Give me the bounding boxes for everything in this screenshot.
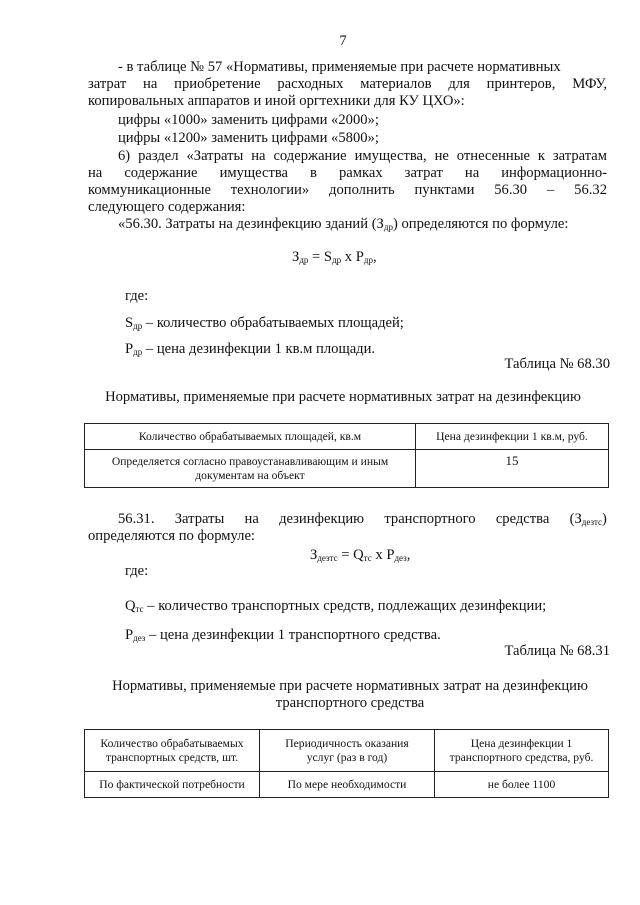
item-56-30-heading: «56.30. Затраты на дезинфекцию зданий $(З_{др})$ определяются по формуле: [118,216,569,232]
table-header-cell: Цена дезинфекции 1 транспортного средства, руб. [435,730,609,772]
table-cell: не более 1100 [435,772,609,798]
table-cell: Определяется согласно правоустанавливающим и иным документам на объект [85,450,416,488]
page-number: 7 [339,33,347,49]
where-label-56-30: где: [125,288,149,304]
section-6-line-4: следующего содержания: [88,199,246,215]
table-68-30 [84,423,609,488]
intro-line-3: копировальных аппаратов и иной оргтехники для КУ ЦХО»: [88,93,465,109]
item-56-31-heading-line-1: 56.31. Затраты на дезинфекцию транспортного средства $(З_{дезтс})$ [118,511,607,527]
definition-p-dez: $Р_{дез}$ – цена дезинфекции 1 транспортного средства. [125,627,441,643]
definition-p-dr: $Р_{др}$ – цена дезинфекции 1 кв.м площади. [125,341,376,357]
replace-1000: цифры «1000» заменить цифрами «2000»; [118,112,379,128]
table-header-cell: Цена дезинфекции 1 кв.м, руб. [416,424,609,450]
table-header-cell: Количество обрабатываемых транспортных средств, шт. [85,730,260,772]
section-6-line-1: 6) раздел «Затраты на содержание имущества, не отнесенные к затратам [118,148,607,164]
section-6-line-2: на содержание имущества в рамках затрат на информационно- [88,165,607,181]
table-number-68-30: Таблица № 68.30 [504,356,610,372]
table-cell: По фактической потребности [85,772,260,798]
table-number-68-31: Таблица № 68.31 [504,643,610,659]
intro-line-1: - в таблице № 57 «Нормативы, применяемые при расчете нормативных [118,59,561,75]
where-label-56-31: где: [125,563,149,579]
intro-line-2: затрат на приобретение расходных материалов для принтеров, МФУ, [88,76,607,92]
section-6-line-3: коммуникационные технологии» дополнить пунктами 56.30 – 56.32 [88,182,607,198]
table-68-31 [84,729,609,798]
definition-q-tc: $Q_{тс}$ – количество транспортных средств, подлежащих дезинфекции; [125,598,547,614]
replace-1200: цифры «1200» заменить цифрами «5800»; [118,130,379,146]
table-68-31-caption-line-1: Нормативы, применяемые при расчете нормативных затрат на дезинфекцию [112,678,588,694]
formula-56-30: $З_{др} = S_{др}$ х $Р_{др}$, [292,249,377,265]
table-header-cell: Количество обрабатываемых площадей, кв.м [85,424,416,450]
definition-s-dr: $S_{др}$ – количество обрабатываемых площадей; [125,315,404,331]
table-68-30-caption: Нормативы, применяемые при расчете нормативных затрат на дезинфекцию [105,389,581,405]
formula-56-31: $З_{дезтс} = Q_{тс}$ х $Р_{дез}$, [310,547,411,563]
table-cell: 15 [416,450,609,488]
table-cell: По мере необходимости [260,772,435,798]
item-56-31-heading-line-2: определяются по формуле: [88,528,255,544]
table-68-31-caption-line-2: транспортного средства [275,695,425,711]
table-header-cell: Периодичность оказания услуг (раз в год) [260,730,435,772]
